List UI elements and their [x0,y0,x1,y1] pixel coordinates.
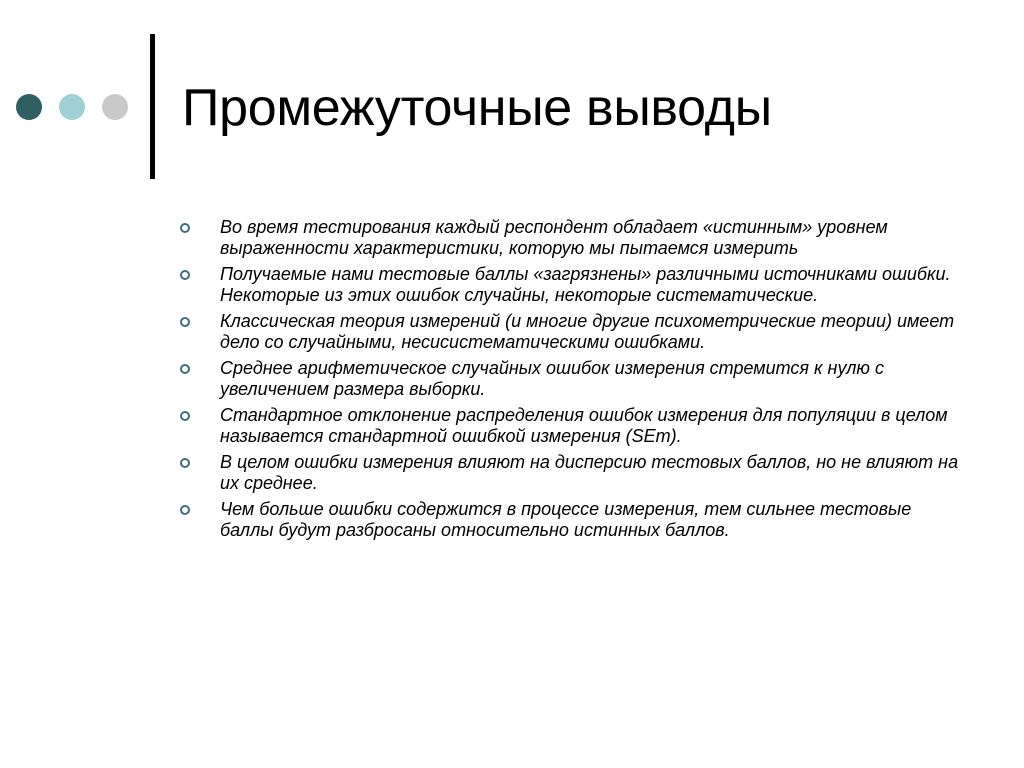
bullet-list [180,217,960,546]
bullet-text: Среднее арифметическое случайных ошибок измерения стремится к нулю с увеличением размера выборки. [220,358,884,399]
gray-dot-icon [102,94,128,120]
bullet-item [180,311,960,352]
light-teal-dot-icon [59,94,85,120]
bullet-item [180,264,960,305]
hollow-circle-bullet-icon [180,458,190,468]
bullet-text: Стандартное отклонение распределения ошибок измерения для популяции в целом называется стандартной ошибкой измерения (SEm). [220,405,948,446]
hollow-circle-bullet-icon [180,270,190,280]
title-divider [150,34,155,179]
hollow-circle-bullet-icon [180,317,190,327]
bullet-item [180,358,960,399]
bullet-item [180,452,960,493]
decorative-dots [16,94,128,120]
bullet-text: Классическая теория измерений (и многие другие психометрические теории) имеет дело со случайными, несисистематическими ошибками. [220,311,955,352]
bullet-item [180,405,960,446]
hollow-circle-bullet-icon [180,223,190,233]
bullet-text: Во время тестирования каждый респондент обладает «истинным» уровнем выраженности характеристики, которую мы пытаемся измерить [220,217,888,258]
bullet-item [180,217,960,258]
bullet-text: Получаемые нами тестовые баллы «загрязнены» различными источниками ошибки. Некоторые из этих ошибок случайны, некоторые систематические. [220,264,951,305]
bullet-item [180,499,960,540]
hollow-circle-bullet-icon [180,505,190,515]
bullet-text: В целом ошибки измерения влияют на дисперсию тестовых баллов, но не влияют на их среднее. [220,452,959,493]
slide-title: Промежуточные выводы [182,79,772,137]
bullet-text: Чем больше ошибки содержится в процессе измерения, тем сильнее тестовые баллы будут разбросаны относительно истинных баллов. [220,499,912,540]
dark-teal-dot-icon [16,94,42,120]
hollow-circle-bullet-icon [180,364,190,374]
hollow-circle-bullet-icon [180,411,190,421]
